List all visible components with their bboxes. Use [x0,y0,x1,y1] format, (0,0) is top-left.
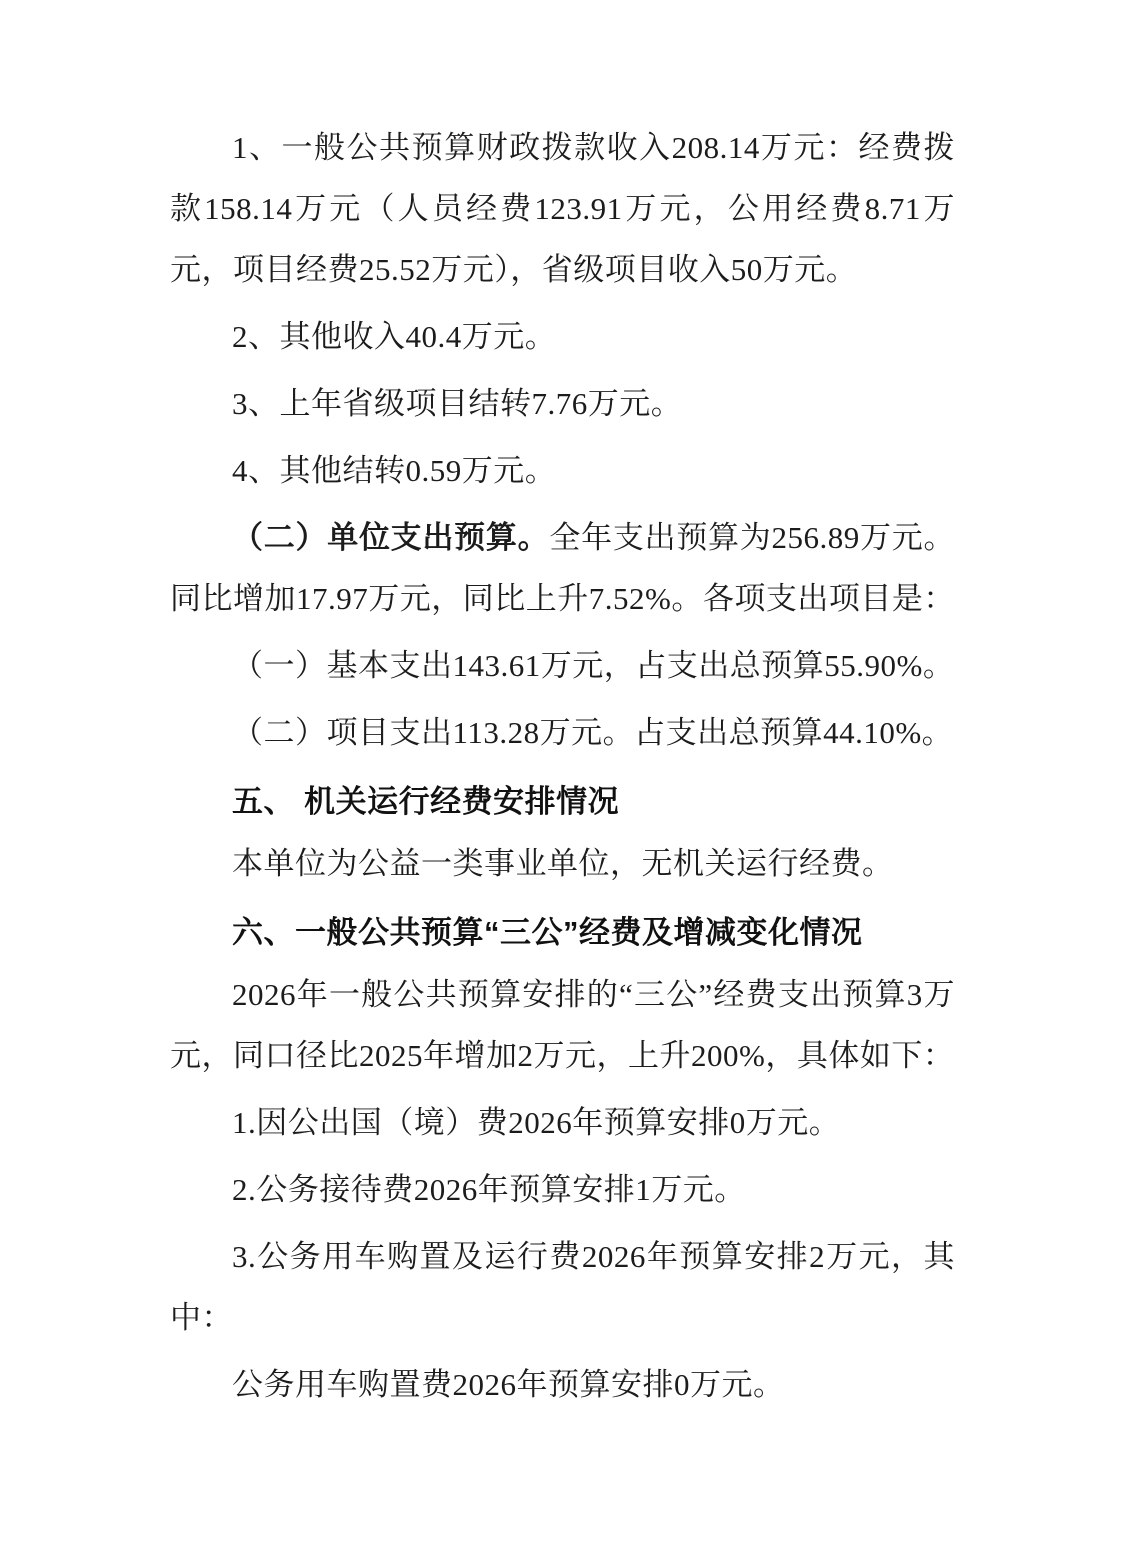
para-three-public-overview: 2026年一般公共预算安排的“三公”经费支出预算3万元，同口径比2025年增加2万元，上升200%，具体如下： [170,977,955,1073]
para-unit-expenditure-budget [170,507,955,629]
para-other-carryover: 4、其他结转0.59万元。 [232,453,557,488]
para-unit-expenditure-budget-body: 全年支出预算为256.89万元。同比增加17.97万元，同比上升7.52%。各项支出项目是： [170,520,955,616]
para-fiscal-allocation-income: 1、一般公共预算财政拨款收入208.14万元：经费拨款158.14万元（人员经费123.91万元，公用经费8.71万元，项目经费25.52万元），省级项目收入50万元。 [170,130,955,287]
para-project-expenditure: （二）项目支出113.28万元。占支出总预算44.10%。 [232,715,954,750]
para-prev-year-provincial-carryover: 3、上年省级项目结转7.76万元。 [232,386,683,421]
para-overseas-travel-fee: 1.因公出国（境）费2026年预算安排0万元。 [232,1105,841,1140]
para-official-reception-fee: 2.公务接待费2026年预算安排1万元。 [232,1172,746,1207]
para-no-agency-operation-fee: 本单位为公益一类事业单位，无机关运行经费。 [232,846,894,881]
heading-section-6-three-public-expenses: 六、一般公共预算“三公”经费及增减变化情况 [232,915,863,950]
para-basic-expenditure: （一）基本支出143.61万元，占支出总预算55.90%。 [232,648,955,683]
heading-section-5-agency-operation-funds: 五、 机关运行经费安排情况 [232,784,620,819]
para-unit-expenditure-budget-lead: （二）单位支出预算。 [232,520,550,555]
para-official-vehicle-fee: 3.公务用车购置及运行费2026年预算安排2万元，其中： [170,1239,955,1335]
para-other-income: 2、其他收入40.4万元。 [232,319,557,354]
para-vehicle-purchase-fee: 公务用车购置费2026年预算安排0万元。 [232,1367,785,1402]
